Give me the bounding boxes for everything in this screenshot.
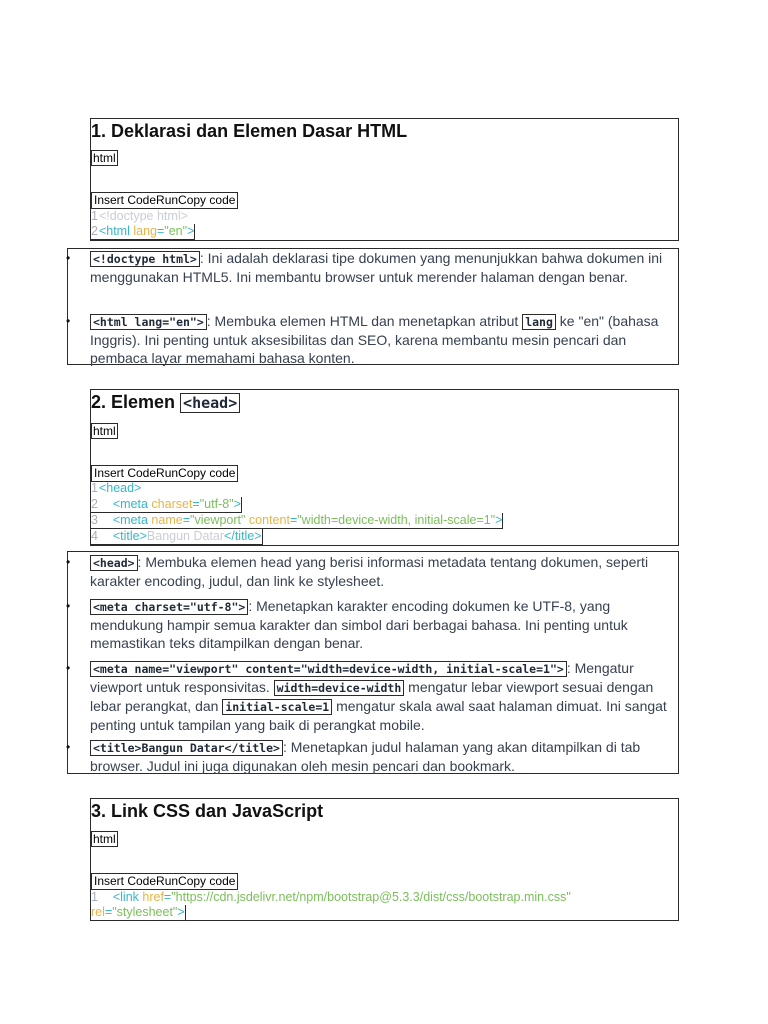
- code-line: rel="stylesheet">: [91, 905, 185, 919]
- list-item: • <meta name="viewport" content="width=device-width, initial-scale=1"> : Mengatur viewport untuk responsivitas. width=device-width mengatur lebar viewport sesuai dengan lebar perangkat, dan initial-scale=1 mengatur skala awal saat halaman dimuat. Ini sangat penting untuk tampilan yang baik di perangkat mobile.: [66, 660, 667, 733]
- code-toolbar[interactable]: Insert CodeRunCopy code: [91, 873, 238, 890]
- bullet-icon: •: [66, 251, 71, 265]
- code-language-label: html: [93, 832, 116, 846]
- bullet-icon: •: [66, 740, 71, 754]
- code-line: 3 <meta name="viewport" content="width=device-width, initial-scale=1">: [91, 513, 503, 527]
- section-1-title: 1. Deklarasi dan Elemen Dasar HTML: [91, 121, 408, 141]
- inline-code: <meta name="viewport" content="width=device-width, initial-scale=1">: [90, 661, 567, 677]
- code-line: 4 <title>Bangun Datar</title>: [91, 529, 262, 543]
- code-line: 1 <link href="https://cdn.jsdelivr.net/npm/bootstrap@5.3.3/dist/css/bootstrap.min.css": [91, 890, 571, 904]
- section-3-code-block: [90, 798, 679, 921]
- code-toolbar[interactable]: Insert CodeRunCopy code: [91, 465, 238, 482]
- inline-code: width=device-width: [274, 680, 405, 696]
- code-line: 1<head>: [91, 481, 142, 495]
- list-item: • <meta charset="utf-8"> : Menetapkan karakter encoding dokumen ke UTF-8, yang mendukung hampir semua karakter dan simbol dari berbagai bahasa. Ini penting untuk memastikan teks ditampilkan dengan benar.: [66, 598, 628, 651]
- section-2-code-block: [90, 389, 679, 546]
- bullet-icon: •: [66, 661, 71, 675]
- code-toolbar[interactable]: Insert CodeRunCopy code: [91, 192, 238, 209]
- inline-code: <!doctype html>: [90, 251, 200, 267]
- list-item: • <!doctype html> : Ini adalah deklarasi tipe dokumen yang menunjukkan bahwa dokumen ini menggunakan HTML5. Ini membantu browser untuk merender halaman dengan benar.: [66, 250, 663, 285]
- section-2-title: 2. Elemen <head>: [91, 391, 240, 414]
- inline-code: lang: [522, 314, 556, 330]
- code-language-label: html: [93, 424, 116, 438]
- section-3-title: 3. Link CSS dan JavaScript: [91, 801, 324, 821]
- section-1-code-block: [90, 118, 679, 241]
- list-item: • <html lang="en"> : Membuka elemen HTML dan menetapkan atribut lang ke "en" (bahasa Inggris). Ini penting untuk aksesibilitas dan SEO, karena membantu mesin pencari dan pembaca layar memahami bahasa konten.: [66, 313, 659, 366]
- code-language-label: html: [93, 151, 116, 165]
- bullet-icon: •: [66, 599, 71, 613]
- section-1-explanation-list: [67, 248, 679, 365]
- section-2-explanation-list: [67, 551, 679, 774]
- inline-code: <head>: [180, 393, 240, 413]
- list-item: • <head> : Membuka elemen head yang berisi informasi metadata tentang dokumen, seperti karakter encoding, judul, dan link ke stylesheet.: [66, 554, 649, 589]
- code-line: 1<!doctype html>: [91, 209, 188, 223]
- code-line: 2<html lang="en">: [91, 224, 195, 238]
- inline-code: <head>: [90, 555, 138, 571]
- bullet-icon: •: [66, 555, 71, 569]
- inline-code: <title>Bangun Datar</title>: [90, 740, 283, 756]
- inline-code: <meta charset="utf-8">: [90, 599, 248, 615]
- inline-code: <html lang="en">: [90, 314, 207, 330]
- bullet-icon: •: [66, 314, 71, 328]
- list-item: • <title>Bangun Datar</title> : Menetapkan judul halaman yang akan ditampilkan di tab browser. Judul ini juga digunakan oleh mesin pencari dan bookmark.: [66, 739, 641, 774]
- code-line: 2 <meta charset="utf-8">: [91, 497, 241, 511]
- inline-code: initial-scale=1: [222, 699, 332, 715]
